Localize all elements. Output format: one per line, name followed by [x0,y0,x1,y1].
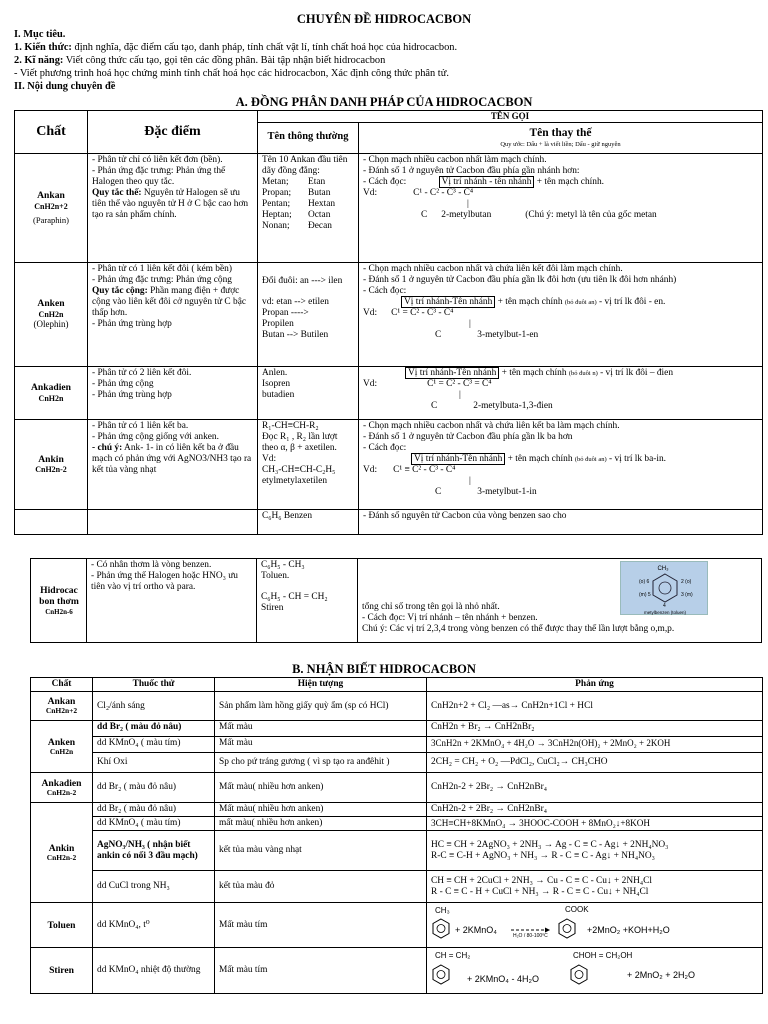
content-heading: II. Nội dung chuyên đề [14,80,116,92]
skills-line: 2. Kĩ năng: Viết công thức cấu tạo, gọi tên các đồng phân. Bài tập nhận biết hidrocacbon [14,54,386,66]
alkane-name: Nonan; [262,221,290,232]
benzen-common: C₆H₆ Benzen [258,509,359,534]
svg-text:COOK: COOK [565,905,589,915]
header-dacdiem: Đặc điểm [88,111,258,154]
row-ankin [15,419,763,509]
alkane-name: Octan [308,210,331,221]
svg-text:+ 2MnO₂ + 2H₂O: + 2MnO₂ + 2H₂O [627,970,696,981]
row-anken [15,262,763,366]
anken-common: Đổi đuôi: an ---> ilen vd: etan --> etilen Propan ----> Propilen Butan --> Butilen [258,262,359,366]
ankan-name: Ankan CnH2n+2 (Paraphin) [15,153,88,262]
header-chat: Chất [15,111,88,154]
benzen-substitute: - Đánh số nguyên tử Cacbon của vòng benzen sao cho [359,509,763,534]
table-row: Ankin CnH2n-2 dd Br₂ ( màu đỏ nâu) Mất màu( nhiều hơn anken) CnH2n-2 + 2Br₂ → CnH2nBr₄ [31,803,763,817]
position-label: 3 (m) [681,592,693,598]
toluene-reaction [427,903,763,948]
ankin-features: - Phân tử có 1 liên kết ba. - Phản ứng cộng giống với anken. - chú ý: Ank- 1- in có liên kết ba ở đầu mạch có phản ứng với AgNO3/NH3 tạo ra kết tủa vàng nhạt [88,419,258,509]
position-label: (m) 5 [639,592,651,598]
aromatic-features: - Có nhân thơm là vòng benzen. - Phản ứng thế Halogen hoặc HNO₃ ưu tiên vào vị trí ortho và para. [87,559,257,643]
ankan-common: Tên 10 Ankan đầu tiên dãy đồng đẳng: Metan; Etan Propan; Butan Pentan; Hextan Heptan; Octan Nonan; Đecan [258,153,359,262]
section-b-heading: B. NHẬN BIẾT HIDROCACBON [292,662,476,676]
ankadien-substitute: Vị trí nhánh-Tên nhánh + tên mạch chính (bỏ đuôi n) - vị trí lk đôi – đien Vd: C¹ = C² - C³ = C⁴ | C 2-metylbuta-1,3-đien [359,366,763,419]
aromatic-common: C₆H₅ - CH₃ Toluen. C₆H₅ - CH = CH₂ Stiren [257,559,358,643]
svg-text:+ 2KMnO₄: + 2KMnO₄ [455,925,497,936]
ankin-common: R₁-CH≡CH-R₂ Đọc R₁ , R₂ lần lượt theo α, β + axetilen. Vd: CH₃-CH≡CH-C₂H₅ etylmetylaxetilen [258,419,359,509]
aromatic-substitute: CH₃ (o) 6 2 (o) (m) 5 3 (m) 4 metylbenzen (toluen) tổng chỉ số trong tên gọi là nhỏ nhất. - Cách đọc: Vị trí nhánh – tên nhánh + benzen. Chú ý: Các vị trí 2,3,4 trong vòng benzen có thể được thay thế lần lượt bằng o,m,p. [358,559,762,643]
aromatic-table-body [86,558,762,643]
alkane-name: Butan [308,187,331,198]
alkane-name: Hextan [308,198,336,209]
svg-text:+2MnO₂ +KOH+H₂O: +2MnO₂ +KOH+H₂O [587,925,670,936]
header-common-name: Tên thông thường [258,122,359,153]
intro-section [14,29,759,93]
table-row: dd KMnO₄ ( màu tím) mất màu( nhiều hơn anken) 3CH≡CH+8KMnO₄ → 3HOOC-COOH + 8MnO₂↓+8KOH [31,817,763,831]
ankin-name: Ankin CnH2n-2 [15,419,88,509]
benzene-ring-icon [621,562,709,616]
isomer-naming-table [14,110,763,535]
ankan-features: - Phân tử chỉ có liên kết đơn (bền). - Phản ứng đặc trưng: Phản ứng thế Halogen theo quy tắc. Quy tắc thế: Nguyên tử Halogen sẽ ưu tiên thế vào nguyên tử H ở C bậc cao hơn tạo ra sản phẩm chính. [88,153,258,262]
table-row: AgNO₃/NH₃ ( nhận biết ankin có nối 3 đầu mạch) kết tủa màu vàng nhạt HC ≡ CH + 2AgNO₃ + 2NH₃ → Ag - C ≡ C - Ag↓ + 2NH₄NO₃ R-C ≡ C-H + AgNO₃ + NH₃ → R - C ≡ C - Ag↓ + NH₄NO₃ [31,831,763,871]
svg-text:metylbenzen (toluen): metylbenzen (toluen) [643,610,687,615]
table-row: dd KMnO₄ ( màu tím) Mất màu 3CnH2n + 2KMnO₄ + 4H₂O → 3CnH2n(OH)₂ + 2MnO₂ + 2KOH [31,737,763,753]
ankadien-name: Ankadien CnH2n [15,366,88,419]
aromatic-name-cell: Hidrocac bon thơm CnH2n-6 [30,558,87,643]
table-row: Ankadien CnH2n-2 dd Br₂ ( màu đỏ nâu) Mất màu( nhiều hơn anken) CnH2n-2 + 2Br₂ → CnH2nBr₄ [31,773,763,803]
row-benzen [15,509,763,534]
identification-table [30,677,763,994]
ankadien-common: Anlen. Isopren butadien [258,366,359,419]
identification-header: Chất Thuốc thử Hiện tượng Phản ứng [31,678,763,692]
page-title: CHUYÊN ĐỀ HIDROCACBON [296,12,472,26]
table-row: dd CuCl trong NH₃ kết tủa màu đỏ CH ≡ CH + 2CuCl + 2NH₃ → Cu - C ≡ C - Cu↓ + 2NH₄Cl R - C ≡ C - H + CuCl + NH₃ → R - C ≡ C - Cu↓ + NH₄Cl [31,871,763,903]
svg-text:CHOH = CH₂OH: CHOH = CH₂OH [573,951,633,961]
header-tengoi: TÊN GỌI [258,111,763,123]
svg-text:CH = CH₂: CH = CH₂ [435,951,471,961]
svg-text:H₂O / 80-100⁰C: H₂O / 80-100⁰C [513,933,548,940]
alkane-name: Propan; [262,187,292,198]
objectives-heading: I. Mục tiêu. [14,29,66,40]
styrene-reaction-diagram [427,948,763,993]
table-row: Stiren dd KMnO₄ nhiệt độ thường Mất màu tím CH = CH₂ + 2KMnO₄ - 4H₂O CHOH = CH₂OH + 2MnO₂ + 2H₂O [31,948,763,994]
styrene-reaction [427,948,763,994]
table-row: Khí Oxi Sp cho pứ tráng gương ( vì sp tạo ra anđêhit ) 2CH₂ = CH₂ + O₂ —PdCl₂, CuCl₂→ CH₃CHO [31,753,763,773]
position-label: 4 [663,603,666,609]
table-row: Toluen dd KMnO₄, t⁰ Mất màu tím CH₃ + 2KMnO₄ H₂O / 80-100⁰C COOK +2MnO₂ +KOH+H₂O [31,903,763,948]
ankadien-features: - Phân tử có 2 liên kết đôi. - Phản ứng cộng - Phản ứng trùng hợp [88,366,258,419]
alkane-name: Đecan [308,221,332,232]
alkane-name: Heptan; [262,210,292,221]
svg-text:CH₃: CH₃ [435,906,450,916]
ankan-substitute: - Chọn mạch nhiều cacbon nhất làm mạch chính. - Đánh số 1 ở nguyên tử Cacbon đầu phía gần nhánh hơn: - Cách đọc: Vị trí nhánh - tên nhánh + tên mạch chính. Vd: C¹ - C² - C³ - C⁴ | C 2-metylbutan (Chú ý: metyl là tên của gốc metan [359,153,763,262]
toluene-diagram [620,561,708,615]
knowledge-line: 1. Kiến thức: định nghĩa, đặc điểm cấu tạo, danh pháp, tính chất vật lí, tính chất hoá học của hidrocacbon. [14,41,458,53]
row-ankan [15,153,763,262]
alkane-name: Metan; [262,176,289,187]
svg-text:+ 2KMnO₄ - 4H₂O: + 2KMnO₄ - 4H₂O [467,974,539,985]
section-a-heading: A. ĐỒNG PHÂN DANH PHÁP CỦA HIDROCACBON [235,95,533,109]
toluene-reaction-diagram [427,903,763,947]
anken-features: - Phân tử có 1 liên kết đôi ( kém bền) - Phản ứng đặc trưng: Phản ứng cộng Quy tắc cộng: Phần mang điện + được cộng vào liên kết đôi cở nguyên tử C bậc thấp hơn. - Phản ứng trùng hợp [88,262,258,366]
anken-substitute: - Chọn mạch nhiều cacbon nhất và chứa liên kết đôi làm mạch chính. - Đánh số 1 ở nguyên tử Cacbon đầu phía gần lk đôi hơn (ưu tiên lk đôi hơn nhánh) - Cách đọc: Vị trí nhánh-Tên nhánh + tên mạch chính (bỏ đuôi an) - vị trí lk đôi - en. Vd: C¹ = C² - C³ - C⁴ | C 3-metylbut-1-en [359,262,763,366]
equation-line: - Viết phương trình hoá học chứng minh tính chất hoá học các hidrocacbon, Xác định công thức phân tử. [14,67,449,79]
anken-name: Anken CnH2n (Olephin) [15,262,88,366]
header-substitute-name: Tên thay thế Quy ước: Dấu + là viết liền; Dấu - giữ nguyên [359,122,763,153]
svg-text:CH₃: CH₃ [657,566,669,572]
table-row: Anken CnH2n dd Br₂ ( màu đỏ nâu) Mất màu CnH2n + Br₂ → CnH2nBr₂ [31,721,763,737]
position-label: 2 (o) [681,579,692,585]
ankin-substitute: - Chọn mạch nhiều cacbon nhất và chứa liên kết ba làm mạch chính. - Đánh số 1 ở nguyên tử Cacbon đầu phía gần lk ba hơn - Cách đọc: Vị trí nhánh-Tên nhánh + tên mạch chính (bỏ đuôi an) - vị trí lk ba-in. Vd: C¹ ≡ C² - C³ - C⁴ | C 3-metylbut-1-in [359,419,763,509]
alkane-name: Pentan; [262,198,291,209]
row-ankadien [15,366,763,419]
alkane-name: Etan [308,176,326,187]
position-label: (o) 6 [639,579,650,585]
table-row: Ankan CnH2n+2 Cl₂/ánh sáng Sản phẩm làm hồng giấy quỳ ẩm (sp có HCl) CnH2n+2 + Cl₂ —as→ CnH2n+1Cl + HCl [31,692,763,721]
